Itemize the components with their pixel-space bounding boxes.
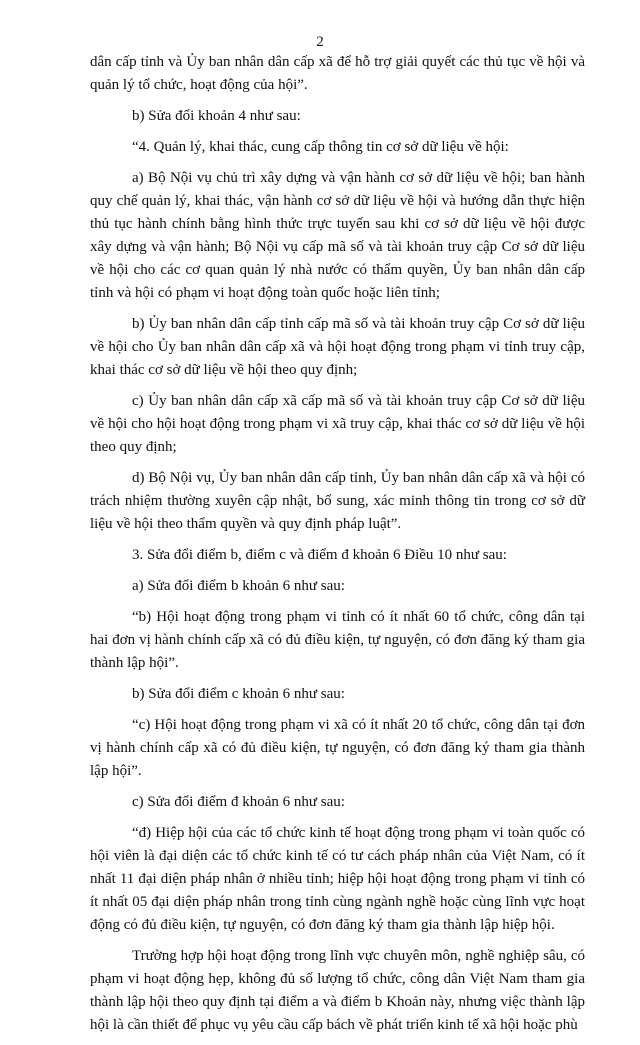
document-body: [90, 51, 585, 1045]
paragraph-continuation: dân cấp tỉnh và Ủy ban nhân dân cấp xã để hỗ trợ giải quyết các thủ tục về hội và quản lý tổ chức, hoạt động của hội”.: [90, 54, 585, 93]
paragraph-special-case: Trường hợp hội hoạt động trong lĩnh vực chuyên môn, nghề nghiệp sâu, có phạm vi hoạt động hẹp, không đủ số lượng tổ chức, công dân Việt Nam tham gia thành lập hội theo quy định tại điểm a và điểm b Khoản này, nhưng việc thành lập hội là cần thiết để phục vụ yêu cầu cấp bách về phát triển kinh tế xã hội hoặc phù: [90, 948, 585, 1033]
paragraph-article-10-amend: 3. Sửa đổi điểm b, điểm c và điểm đ khoản 6 Điều 10 như sau:: [132, 547, 507, 563]
paragraph-point-b: b) Ủy ban nhân dân cấp tỉnh cấp mã số và tài khoản truy cập Cơ sở dữ liệu về hội cho Ủy ban nhân dân cấp xã và hội hoạt động trong phạm vi tỉnh truy cập, khai thác cơ sở dữ liệu về hội theo quy định;: [90, 316, 585, 378]
paragraph-point-a: a) Bộ Nội vụ chủ trì xây dựng và vận hành cơ sở dữ liệu về hội; ban hành quy chế quản lý, khai thác, vận hành cơ sở dữ liệu về hội và hướng dẫn thực hiện thủ tục hành chính bằng hình thức trực tuyến sau khi cơ sở dữ liệu về hội được xây dựng và vận hành; Bộ Nội vụ cấp mã số và tài khoản truy cập Cơ sở dữ liệu về hội cho các cơ quan quản lý nhà nước có thẩm quyền, Ủy ban nhân dân cấp tỉnh và hội có phạm vi hoạt động toàn quốc hoặc liên tỉnh;: [90, 170, 585, 301]
paragraph-amend-point-c: b) Sửa đổi điểm c khoản 6 như sau:: [132, 686, 345, 702]
paragraph-point-d: d) Bộ Nội vụ, Ủy ban nhân dân cấp tỉnh, Ủy ban nhân dân cấp xã và hội có trách nhiệm thường xuyên cập nhật, bổ sung, xác minh thông tin trong cơ sở dữ liệu về hội theo thẩm quyền và quy định pháp luật”.: [90, 470, 585, 532]
paragraph-new-point-b: “b) Hội hoạt động trong phạm vi tỉnh có ít nhất 60 tổ chức, công dân tại hai đơn vị hành chính cấp xã có đủ điều kiện, tự nguyện, có đơn đăng ký tham gia thành lập hội”.: [90, 609, 585, 671]
paragraph-new-point-dd: “đ) Hiệp hội của các tổ chức kinh tế hoạt động trong phạm vi toàn quốc có hội viên là đại diện các tổ chức kinh tế có tư cách pháp nhân của Việt Nam, có ít nhất 11 đại diện pháp nhân ở nhiều tỉnh; hiệp hội hoạt động trong phạm vi tỉnh có ít nhất 05 đại diện pháp nhân trong tỉnh cùng ngành nghề hoặc cùng lĩnh vực hoạt động có đủ điều kiện, tự nguyện, có đơn đăng ký tham gia thành lập hiệp hội.: [90, 825, 585, 933]
paragraph-clause-4-heading: “4. Quản lý, khai thác, cung cấp thông tin cơ sở dữ liệu về hội:: [132, 139, 509, 155]
paragraph-amend-clause-4: b) Sửa đổi khoản 4 như sau:: [132, 108, 301, 124]
page-number: 2: [316, 34, 324, 50]
paragraph-amend-point-dd: c) Sửa đổi điểm đ khoản 6 như sau:: [132, 794, 345, 810]
paragraph-point-c: c) Ủy ban nhân dân cấp xã cấp mã số và tài khoản truy cập Cơ sở dữ liệu về hội cho hội hoạt động trong phạm vi xã truy cập, khai thác cơ sở dữ liệu về hội theo quy định;: [90, 393, 585, 455]
paragraph-amend-point-b: a) Sửa đổi điểm b khoản 6 như sau:: [132, 578, 345, 594]
paragraph-new-point-c: “c) Hội hoạt động trong phạm vi xã có ít nhất 20 tổ chức, công dân tại đơn vị hành chính cấp xã có đủ điều kiện, tự nguyện, có đơn đăng ký tham gia thành lập hội”.: [90, 717, 585, 779]
